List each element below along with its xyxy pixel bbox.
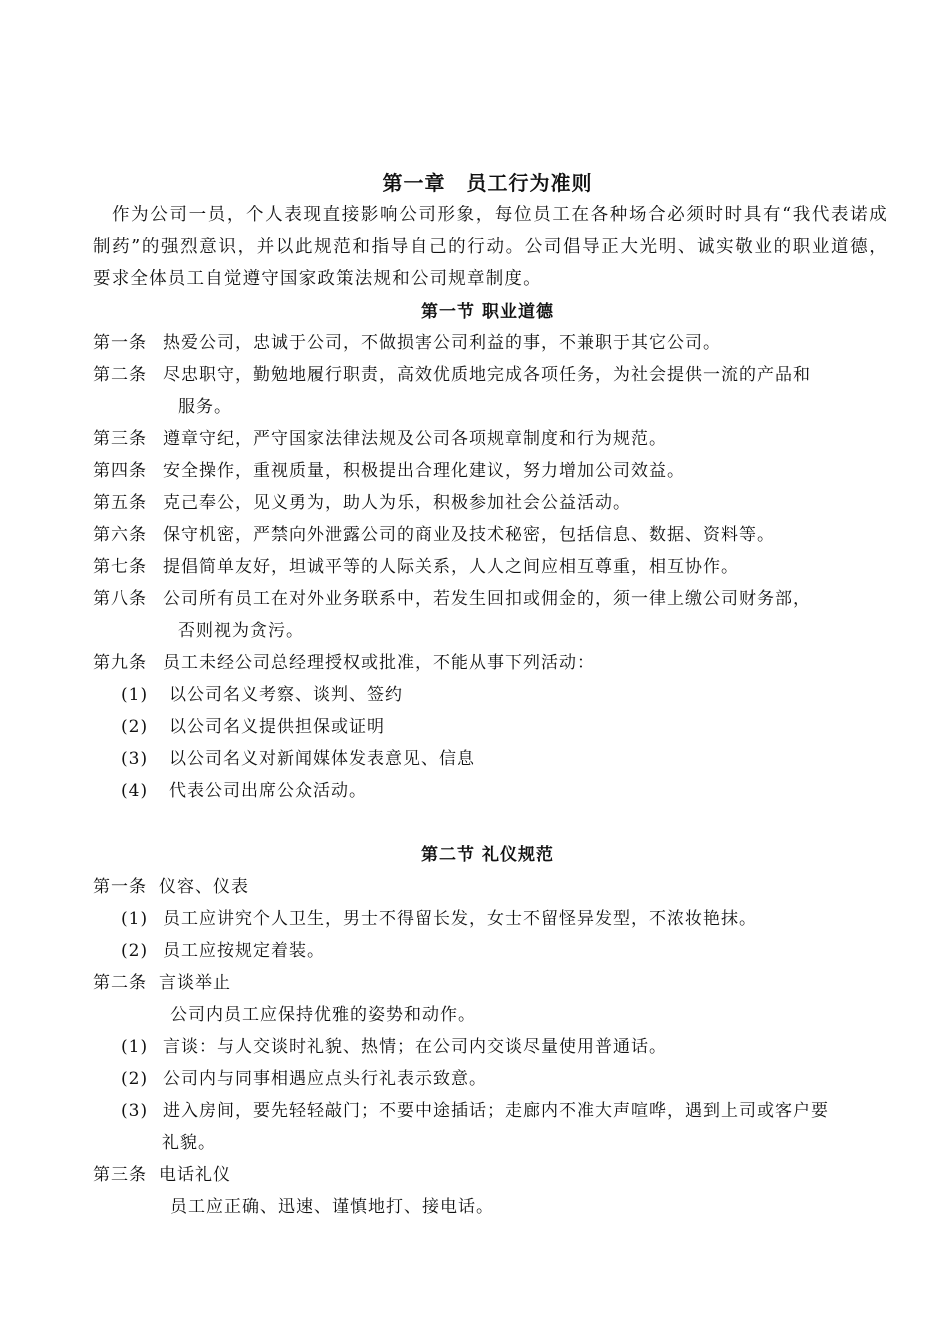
article-8 [93, 587, 811, 611]
list-item [121, 683, 403, 707]
list-item [121, 747, 475, 771]
item-text: 员工应按规定着装。 [163, 941, 325, 961]
article-text: 克己奉公，见义勇为，助人为乐，积极参加社会公益活动。 [163, 493, 631, 513]
article-text: 热爱公司，忠诚于公司，不做损害公司利益的事，不兼职于其它公司。 [163, 333, 721, 353]
article-title: 言谈举止 [159, 973, 231, 993]
article-4 [93, 459, 685, 483]
list-item [121, 1067, 487, 1091]
article-2-continuation: 服务。 [178, 397, 232, 417]
article-3 [93, 427, 667, 451]
article-9 [93, 651, 595, 675]
item-number: (3) [121, 1101, 149, 1121]
article-lead: 员工应正确、迅速、谨慎地打、接电话。 [170, 1197, 494, 1217]
list-item [121, 907, 757, 931]
article-text: 员工未经公司总经理授权或批准，不能从事下列活动： [163, 653, 595, 673]
article-text: 遵章守纪，严守国家法律法规及公司各项规章制度和行为规范。 [163, 429, 667, 449]
list-item [121, 779, 367, 803]
article-text: 尽忠职守，勤勉地履行职责，高效优质地完成各项任务，为社会提供一流的产品和 [163, 365, 811, 385]
article-number: 第五条 [93, 493, 147, 513]
item-number: (2) [121, 1069, 149, 1089]
section2-article-1 [93, 875, 249, 899]
article-text: 安全操作，重视质量，积极提出合理化建议，努力增加公司效益。 [163, 461, 685, 481]
item-number: (1) [121, 685, 149, 705]
article-1 [93, 331, 721, 355]
section2-article-2 [93, 971, 231, 995]
article-title: 仪容、仪表 [159, 877, 249, 897]
item-number: (2) [121, 941, 149, 961]
article-7 [93, 555, 739, 579]
item-text: 代表公司出席公众活动。 [169, 781, 367, 801]
item-number: (2) [121, 717, 149, 737]
article-6 [93, 523, 775, 547]
list-item-continuation: 礼貌。 [162, 1133, 216, 1153]
article-text: 提倡简单友好，坦诚平等的人际关系，人人之间应相互尊重，相互协作。 [163, 557, 739, 577]
article-number: 第三条 [93, 429, 147, 449]
item-text: 公司内与同事相遇应点头行礼表示致意。 [163, 1069, 487, 1089]
section-title-2: 第二节 礼仪规范 [421, 845, 554, 865]
article-text: 保守机密，严禁向外泄露公司的商业及技术秘密，包括信息、数据、资料等。 [163, 525, 775, 545]
list-item [121, 715, 385, 739]
item-text: 以公司名义考察、谈判、签约 [169, 685, 403, 705]
item-number: (3) [121, 749, 149, 769]
section2-article-3 [93, 1163, 231, 1187]
list-item [121, 939, 325, 963]
article-number: 第六条 [93, 525, 147, 545]
list-item [121, 1099, 829, 1123]
item-number: (4) [121, 781, 149, 801]
article-number: 第一条 [93, 877, 147, 897]
article-number: 第八条 [93, 589, 147, 609]
article-8-continuation: 否则视为贪污。 [178, 621, 304, 641]
article-number: 第一条 [93, 333, 147, 353]
article-title: 电话礼仪 [159, 1165, 231, 1185]
section-title-1: 第一节 职业道德 [421, 302, 554, 322]
item-text: 以公司名义提供担保或证明 [169, 717, 385, 737]
article-number: 第九条 [93, 653, 147, 673]
article-number: 第四条 [93, 461, 147, 481]
article-2 [93, 363, 811, 387]
article-number: 第七条 [93, 557, 147, 577]
article-number: 第二条 [93, 973, 147, 993]
item-text: 进入房间，要先轻轻敲门；不要中途插话；走廊内不准大声喧哗，遇到上司或客户要 [163, 1101, 829, 1121]
article-lead: 公司内员工应保持优雅的姿势和动作。 [170, 1005, 476, 1025]
article-text: 公司所有员工在对外业务联系中，若发生回扣或佣金的，须一律上缴公司财务部， [163, 589, 811, 609]
article-number: 第三条 [93, 1165, 147, 1185]
article-5 [93, 491, 631, 515]
item-number: (1) [121, 1037, 149, 1057]
item-text: 员工应讲究个人卫生，男士不得留长发，女士不留怪异发型，不浓妆艳抹。 [163, 909, 757, 929]
list-item [121, 1035, 667, 1059]
item-text: 以公司名义对新闻媒体发表意见、信息 [169, 749, 475, 769]
item-text: 言谈：与人交谈时礼貌、热情；在公司内交谈尽量使用普通话。 [163, 1037, 667, 1057]
chapter-title: 第一章 员工行为准则 [382, 171, 593, 195]
article-number: 第二条 [93, 365, 147, 385]
item-number: (1) [121, 909, 149, 929]
intro-paragraph: 作为公司一员，个人表现直接影响公司形象，每位员工在各种场合必须时时具有“我代表诺成制药”的强烈意识，并以此规范和指导自己的行动。公司倡导正大光明、诚实敬业的职业道德，要求全体员工自觉遵守国家政策法规和公司规章制度。 [93, 205, 888, 289]
